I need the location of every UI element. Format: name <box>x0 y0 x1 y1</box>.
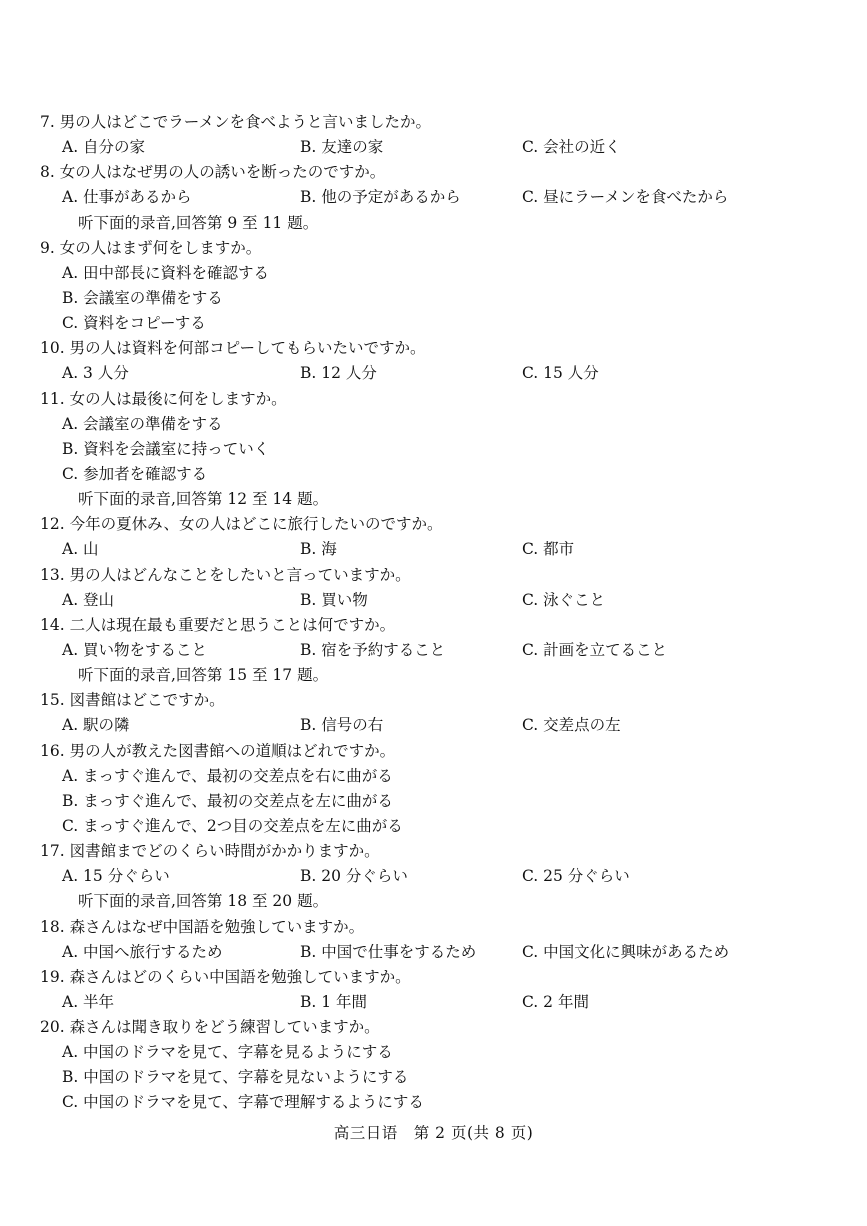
answer-option: A. 買い物をすること <box>62 640 208 659</box>
question-text: 8. 女の人はなぜ男の人の誘いを断ったのですか。 <box>40 163 386 182</box>
listening-instruction: 听下面的录音,回答第 12 至 14 题。 <box>78 490 329 509</box>
question-text: 10. 男の人は資料を何部コピーしてもらいたいですか。 <box>40 339 426 358</box>
answer-option: B. 買い物 <box>300 590 368 609</box>
answer-option: A. 会議室の準備をする <box>62 414 223 433</box>
page-footer: 高三日语 第 2 页(共 8 页) <box>333 1124 534 1142</box>
answer-option: C. 会社の近く <box>522 138 621 157</box>
answer-option: C. 昼にラーメンを食べたから <box>522 188 729 207</box>
answer-options-row <box>40 537 840 562</box>
answer-option: C. 都市 <box>522 540 575 559</box>
question-text: 12. 今年の夏休み、女の人はどこに旅行したいのですか。 <box>40 515 443 534</box>
answer-option: A. 15 分ぐらい <box>62 867 170 886</box>
answer-option: A. 自分の家 <box>62 138 146 157</box>
question-text: 17. 図書館までどのくらい時間がかかりますか。 <box>40 842 380 861</box>
answer-option: A. 登山 <box>62 590 115 609</box>
answer-option: A. 駅の隣 <box>62 716 130 735</box>
answer-option: B. まっすぐ進んで、最初の交差点を左に曲がる <box>62 791 393 810</box>
question-text: 11. 女の人は最後に何をしますか。 <box>40 389 287 408</box>
answer-option: B. 1 年間 <box>300 992 368 1011</box>
answer-option: C. 2 年間 <box>522 992 589 1011</box>
question-text: 15. 図書館はどこですか。 <box>40 691 225 710</box>
answer-options-row <box>40 864 840 889</box>
answer-option: B. 20 分ぐらい <box>300 867 408 886</box>
listening-instruction: 听下面的录音,回答第 15 至 17 题。 <box>78 666 329 685</box>
question-text: 14. 二人は現在最も重要だと思うことは何ですか。 <box>40 615 396 634</box>
question-text: 18. 森さんはなぜ中国語を勉強していますか。 <box>40 917 365 936</box>
question-text: 19. 森さんはどのくらい中国語を勉強していますか。 <box>40 967 411 986</box>
answer-option: B. 信号の右 <box>300 716 384 735</box>
answer-option: A. まっすぐ進んで、最初の交差点を右に曲がる <box>62 766 393 785</box>
question-text: 20. 森さんは聞き取りをどう練習していますか。 <box>40 1018 380 1037</box>
answer-option: C. 参加者を確認する <box>62 464 208 483</box>
answer-options-row <box>40 361 840 386</box>
answer-option: A. 田中部長に資料を確認する <box>62 263 270 282</box>
answer-option: C. 15 人分 <box>522 364 599 383</box>
answer-option: C. 中国文化に興味があるため <box>522 942 730 961</box>
answer-option: C. 交差点の左 <box>522 716 621 735</box>
answer-option: C. まっすぐ進んで、2つ目の交差点を左に曲がる <box>62 816 403 835</box>
listening-instruction: 听下面的录音,回答第 9 至 11 题。 <box>78 213 319 232</box>
question-text: 16. 男の人が教えた図書館への道順はどれですか。 <box>40 741 396 760</box>
answer-option: B. 資料を会議室に持っていく <box>62 439 270 458</box>
answer-option: B. 12 人分 <box>300 364 377 383</box>
answer-options-row <box>40 713 840 738</box>
answer-option: B. 友達の家 <box>300 138 384 157</box>
answer-option: B. 他の予定があるから <box>300 188 461 207</box>
answer-option: B. 中国のドラマを見て、字幕を見ないようにする <box>62 1068 409 1087</box>
answer-option: A. 3 人分 <box>62 364 129 383</box>
answer-option: B. 宿を予約すること <box>300 640 446 659</box>
answer-option: A. 中国のドラマを見て、字幕を見るようにする <box>62 1043 393 1062</box>
answer-option: A. 中国へ旅行するため <box>62 942 223 961</box>
answer-options-row <box>40 940 840 965</box>
answer-option: A. 山 <box>62 540 99 559</box>
answer-option: C. 中国のドラマを見て、字幕で理解するようにする <box>62 1093 424 1112</box>
question-text: 9. 女の人はまず何をしますか。 <box>40 238 262 257</box>
answer-options-row <box>40 185 840 210</box>
answer-options-row <box>40 990 840 1015</box>
answer-options-row <box>40 135 840 160</box>
listening-instruction: 听下面的录音,回答第 18 至 20 题。 <box>78 892 329 911</box>
answer-option: C. 資料をコピーする <box>62 314 206 333</box>
answer-option: B. 海 <box>300 540 337 559</box>
question-text: 13. 男の人はどんなことをしたいと言っていますか。 <box>40 565 411 584</box>
question-text: 7. 男の人はどこでラーメンを食べようと言いましたか。 <box>40 113 431 131</box>
answer-option: C. 25 分ぐらい <box>522 867 630 886</box>
answer-option: C. 泳ぐこと <box>522 590 606 609</box>
answer-option: A. 仕事があるから <box>62 188 192 207</box>
answer-options-row <box>40 638 840 663</box>
answer-option: A. 半年 <box>62 992 115 1011</box>
question-list <box>40 110 840 1116</box>
answer-option: B. 会議室の準備をする <box>62 288 223 307</box>
answer-option: C. 計画を立てること <box>522 640 668 659</box>
answer-option: B. 中国で仕事をするため <box>300 942 477 961</box>
answer-options-row <box>40 588 840 613</box>
